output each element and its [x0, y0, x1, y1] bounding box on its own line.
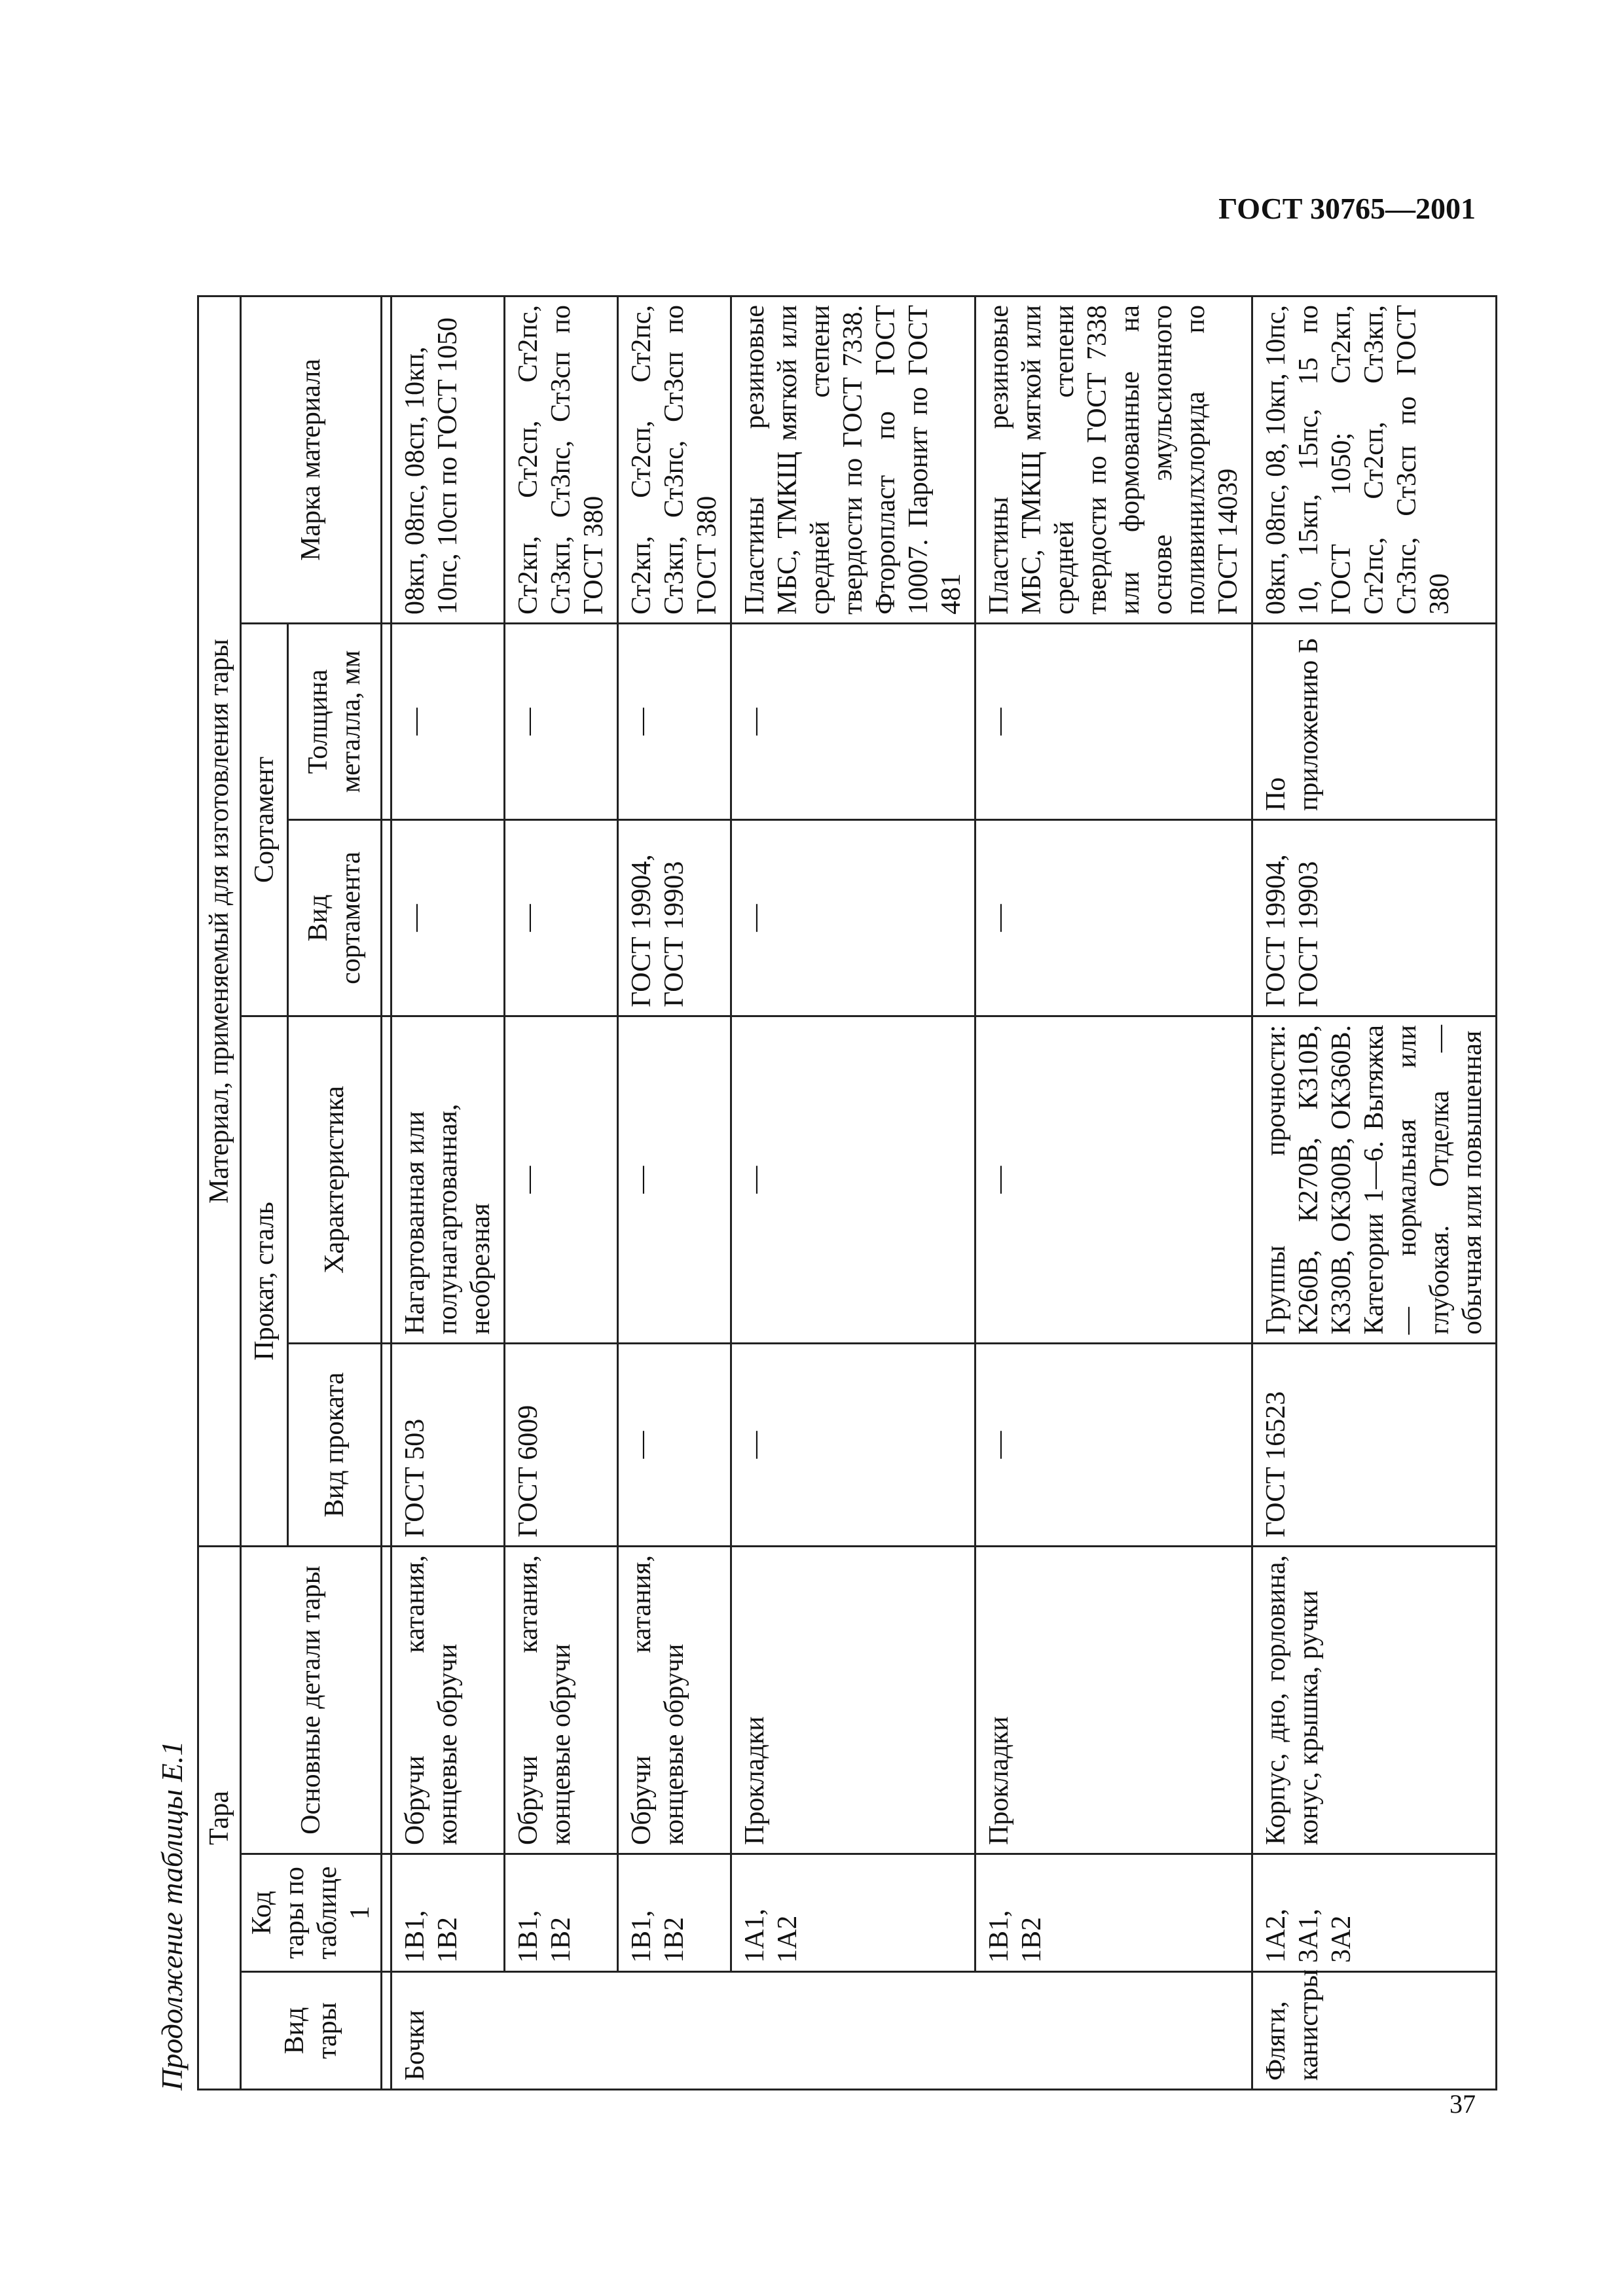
cell-vid-prokata: ГОСТ 6009: [505, 1344, 618, 1547]
materials-table: [197, 295, 1497, 2090]
cell-harakteristika: —: [505, 1016, 618, 1344]
cell-tolshina: —: [505, 624, 618, 820]
table-row: [976, 296, 1252, 2089]
table-caption: Продолжение таблицы Е.1: [155, 1740, 189, 2090]
rotated-table-area: [151, 297, 1487, 2090]
header-harakteristika: Характеристика: [288, 1016, 382, 1344]
cell-vid-sortamenta: —: [392, 820, 505, 1016]
cell-vid-sortamenta: —: [731, 820, 976, 1016]
cell-detali: Прокладки: [976, 1547, 1252, 1854]
cell-harakteristika: —: [976, 1016, 1252, 1344]
header-osnovnye-detali: Основные детали тары: [241, 1547, 382, 1854]
header-marka: Марка материала: [241, 296, 382, 623]
header-kod-tary: Код тары по таблице 1: [241, 1854, 382, 1972]
cell-harakteristika: —: [618, 1016, 731, 1344]
cell-kod: 1А1, 1А2: [731, 1854, 976, 1972]
table-row: [392, 296, 505, 2089]
header-row-2: [241, 296, 288, 2089]
cell-kod: 1В1, 1В2: [976, 1854, 1252, 1972]
cell-tolshina: —: [731, 624, 976, 820]
cell-detali: Прокладки: [731, 1547, 976, 1854]
cell-vid-prokata: —: [618, 1344, 731, 1547]
cell-vid-tary: Бочки: [392, 1972, 1252, 2090]
cell-vid-tary: Фляги, канистры: [1252, 1972, 1497, 2090]
cell-marka: 08кп, 08пс, 08сп, 10кп, 10пс, 10сп по ГОСТ 1050: [392, 296, 505, 623]
cell-detali: Корпус, дно, горловина, конус, крышка, ручки: [1252, 1547, 1497, 1854]
header-material: Материал, применяемый для изготовления тары: [198, 296, 241, 1546]
spacer-row: [382, 296, 392, 2089]
header-sortament: Сортамент: [241, 624, 288, 1016]
cell-kod: 1В1, 1В2: [392, 1854, 505, 1972]
table-row: [1252, 296, 1497, 2089]
table-row: [731, 296, 976, 2089]
cell-tolshina: —: [618, 624, 731, 820]
cell-detali: Обручи катания, концевые обручи: [505, 1547, 618, 1854]
header-vid-tary: Вид тары: [241, 1972, 382, 2090]
cell-vid-prokata: —: [731, 1344, 976, 1547]
cell-tolshina: —: [392, 624, 505, 820]
header-tara: Тара: [198, 1547, 241, 2090]
cell-vid-prokata: —: [976, 1344, 1252, 1547]
cell-harakteristika: —: [731, 1016, 976, 1344]
document-header: ГОСТ 30765—2001: [1218, 192, 1476, 225]
header-prokat: Прокат, сталь: [241, 1016, 288, 1547]
cell-tolshina: По приложению Б: [1252, 624, 1497, 820]
cell-tolshina: —: [976, 624, 1252, 820]
cell-kod: 1В1, 1В2: [618, 1854, 731, 1972]
cell-vid-prokata: ГОСТ 16523: [1252, 1344, 1497, 1547]
cell-vid-sortamenta: —: [505, 820, 618, 1016]
header-vid-sortamenta: Вид сортамента: [288, 820, 382, 1016]
cell-kod: 1А2, 3А1, 3А2: [1252, 1854, 1497, 1972]
header-tolshina: Толщина металла, мм: [288, 624, 382, 820]
cell-marka: 08кп, 08пс, 08, 10кп, 10пс, 10, 15кп, 15пс, 15 по ГОСТ 1050; Ст2кп, Ст2пс, Ст2сп, Ст3кп, Ст3пс, Ст3сп по ГОСТ 380: [1252, 296, 1497, 623]
cell-harakteristika: Нагартованная или полунагартованная, необрезная: [392, 1016, 505, 1344]
cell-marka: Ст2кп, Ст2сп, Ст2пс, Ст3кп, Ст3пс, Ст3сп по ГОСТ 380: [505, 296, 618, 623]
cell-harakteristika: Группы прочности: К260В, К270В, К310В, К330В, ОК300В, ОК360В. Категории 1—6. Вытяжка — нормальная или глубокая. Отделка — обычная или повышенная: [1252, 1016, 1497, 1344]
cell-detali: Обручи катания, концевые обручи: [392, 1547, 505, 1854]
cell-vid-sortamenta: ГОСТ 19904, ГОСТ 19903: [618, 820, 731, 1016]
cell-vid-prokata: ГОСТ 503: [392, 1344, 505, 1547]
cell-marka: Ст2кп, Ст2сп, Ст2пс, Ст3кп, Ст3пс, Ст3сп по ГОСТ 380: [618, 296, 731, 623]
table-row: [505, 296, 618, 2089]
cell-marka: Пластины резиновые МБС, ТМКЩ мягкой или средней степени твердости по ГОСТ 7338 или формованные на основе эмульсионного поливинилхлорида по ГОСТ 14039: [976, 296, 1252, 623]
page-number: 37: [1450, 2089, 1476, 2119]
cell-detali: Обручи катания, концевые обручи: [618, 1547, 731, 1854]
cell-vid-sortamenta: —: [976, 820, 1252, 1016]
header-vid-prokata: Вид проката: [288, 1344, 382, 1547]
cell-marka: Пластины резиновые МБС, ТМКЩ мягкой или средней степени твердости по ГОСТ 7338. Фторопласт по ГОСТ 10007. Паронит по ГОСТ 481: [731, 296, 976, 623]
header-row-1: [198, 296, 241, 2089]
cell-vid-sortamenta: ГОСТ 19904, ГОСТ 19903: [1252, 820, 1497, 1016]
table-row: [618, 296, 731, 2089]
cell-kod: 1В1, 1В2: [505, 1854, 618, 1972]
